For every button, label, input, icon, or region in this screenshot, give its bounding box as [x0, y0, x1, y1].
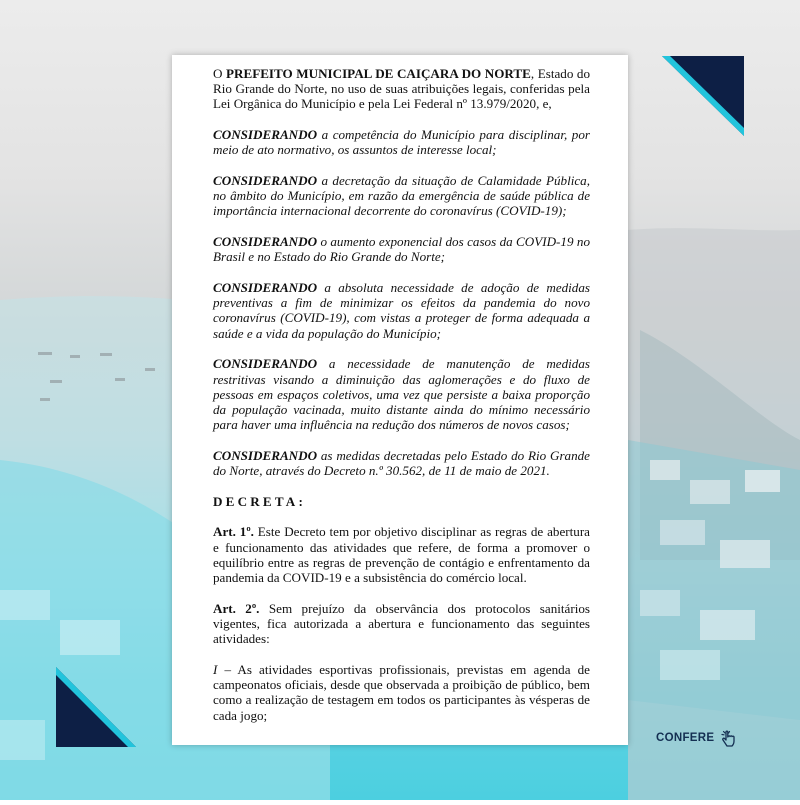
- considerando-2: CONSIDERANDO a decretação da situação de Calamidade Pública, no âmbito do Município, em razão da emergência de saúde pública de importância internacional decorrente do coronavírus (COVID-19);: [213, 173, 590, 219]
- article-2-inciso-1: I – As atividades esportivas profissionais, previstas em agenda de campeonatos oficiais, desde que observada a proibição de público, bem como a realização de testagem em todos os participantes às vésperas de cada jogo;: [213, 661, 590, 723]
- confere-label: CONFERE: [656, 732, 715, 744]
- corner-triangle-bottom-left: [56, 667, 136, 747]
- decree-text: [213, 66, 590, 738]
- considerando-4: CONSIDERANDO a absoluta necessidade de adoção de medidas preventivas a fim de minimizar os efeitos da pandemia do novo coronavírus (COVID-19), com vistas a proteger de forma adequada a saúde e a vida da população do Município;: [213, 280, 590, 341]
- considerando-3: CONSIDERANDO o aumento exponencial dos casos da COVID-19 no Brasil e no Estado do Rio Grande do Norte;: [213, 234, 590, 265]
- corner-triangle-top-right: [662, 56, 744, 136]
- article-1: Art. 1º. Este Decreto tem por objetivo disciplinar as regras de abertura e funcionamento das atividades que refere, de forma a promover o equilíbrio entre as regras de prevenção de contágio e enfrentamento da pandemia da COVID-19 e a subsistência do comércio local.: [213, 524, 590, 586]
- mayor-title: PREFEITO MUNICIPAL DE CAIÇARA DO NORTE: [226, 66, 531, 81]
- considerando-6: CONSIDERANDO as medidas decretadas pelo Estado do Rio Grande do Norte, através do Decreto n.º 30.562, de 11 de maio de 2021.: [213, 447, 590, 479]
- considerando-5: CONSIDERANDO a necessidade de manutenção de medidas restritivas visando a diminuição das aglomerações e do fluxo de pessoas em espaços coletivos, uma vez que persiste a baixa proporção da população vacinada, muito distante ainda do mínimo necessário para haver uma influência na redução dos números de novos casos;: [213, 356, 590, 433]
- pointing-hand-icon: [719, 728, 739, 748]
- decree-document-page: [172, 55, 628, 745]
- article-2: Art. 2º. Sem prejuízo da observância dos protocolos sanitários vigentes, fica autorizada a abertura e funcionamento das seguintes atividades:: [213, 600, 590, 647]
- decree-preamble: O PREFEITO MUNICIPAL DE CAIÇARA DO NORTE, Estado do Rio Grande do Norte, no uso de suas atribuições legais, conferidas pela Lei Orgânica do Município e pela Lei Federal nº 13.979/2020, e,: [213, 66, 591, 112]
- considerando-1: CONSIDERANDO a competência do Município para disciplinar, por meio de ato normativo, os assuntos de interesse local;: [213, 127, 590, 158]
- confere-badge[interactable]: [656, 728, 739, 748]
- decreta-heading: DECRETA:: [213, 493, 307, 509]
